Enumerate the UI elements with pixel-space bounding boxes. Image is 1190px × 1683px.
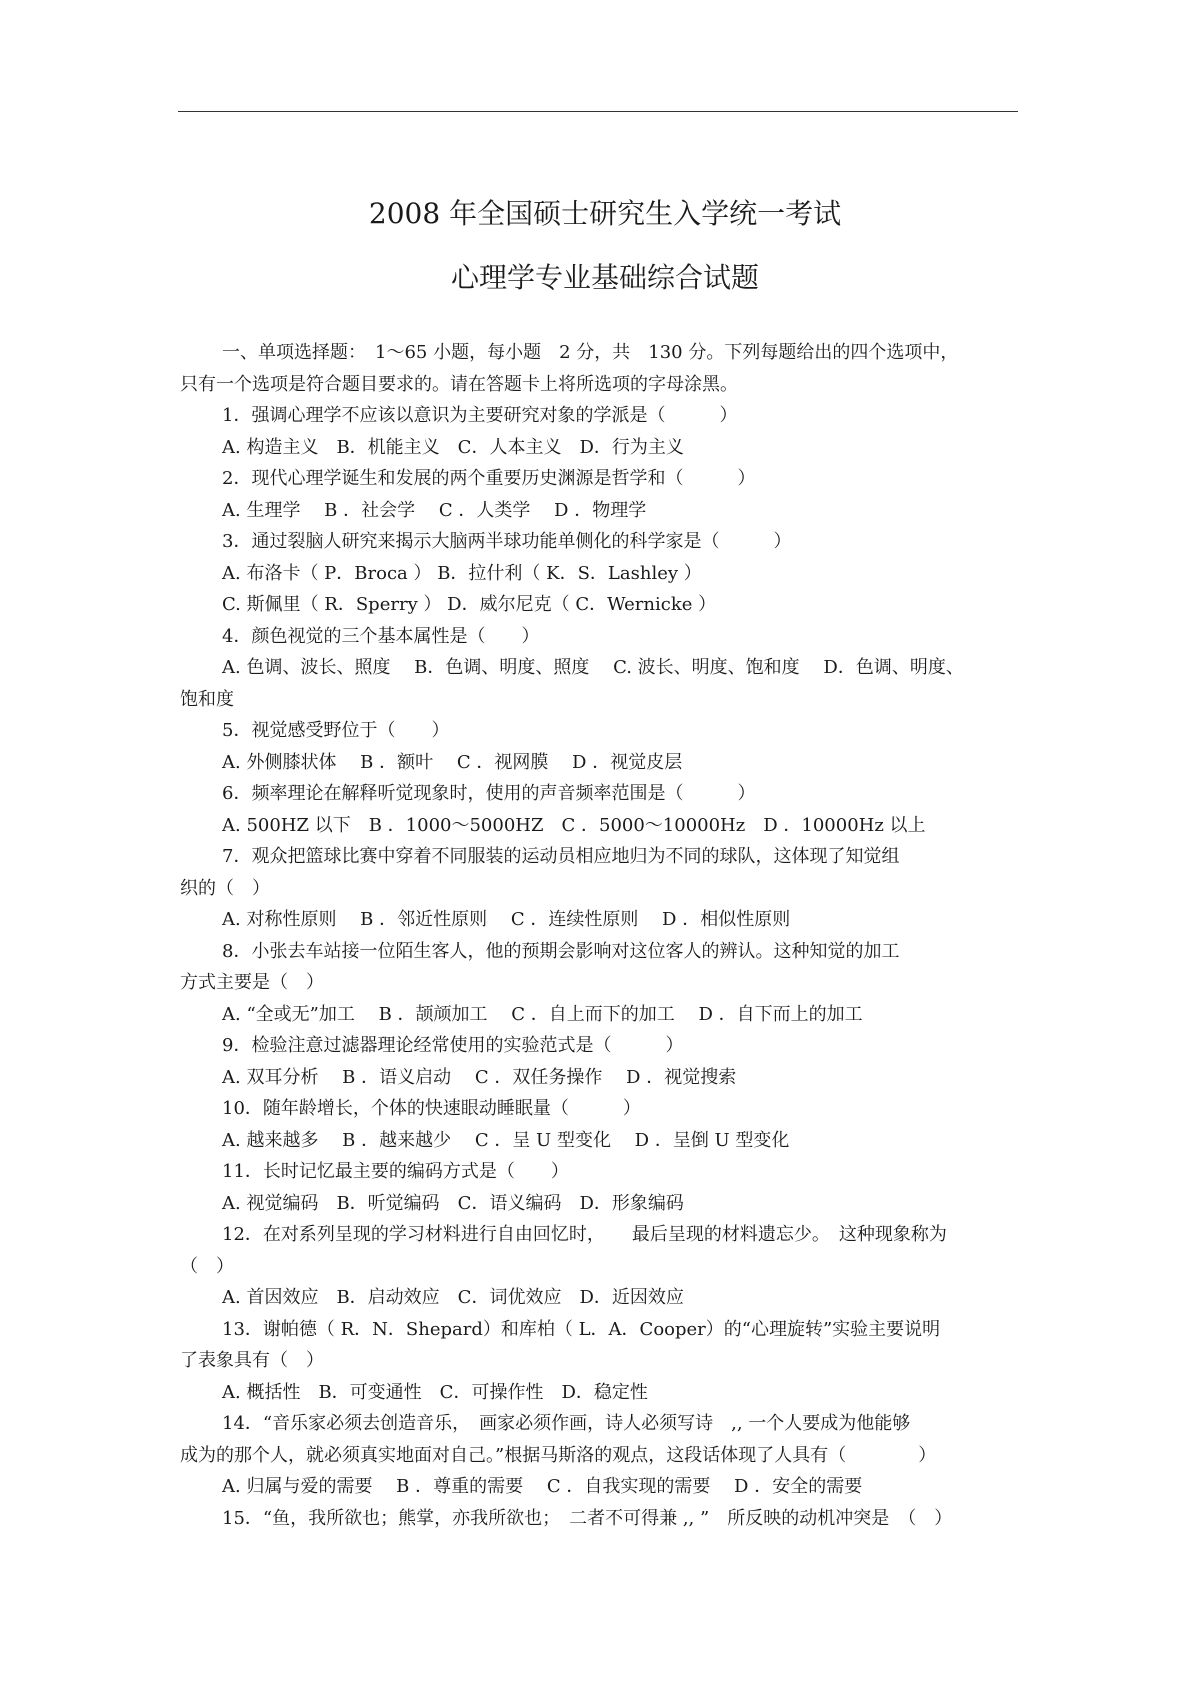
text-line: A. 对称性原则 B ．邻近性原则 C ．连续性原则 D ．相似性原则 xyxy=(222,909,791,930)
text-line: A. 归属与爱的需要 B ．尊重的需要 C ．自我实现的需要 D ．安全的需要 xyxy=(222,1476,863,1497)
text-line: 6．频率理论在解释听觉现象时，使用的声音频率范围是（ ） xyxy=(222,783,756,804)
text-line: A. 双耳分析 B ．语义启动 C ．双任务操作 D ．视觉搜索 xyxy=(222,1066,737,1088)
exam-title: 2008 年全国硕士研究生入学统一考试 xyxy=(368,197,842,230)
text-line: A. 色调、波长、照度 B．色调、明度、照度 C. 波长、明度、饱和度 D．色调、明度、 xyxy=(222,657,964,678)
text-line: 5．视觉感受野位于（ ） xyxy=(222,720,450,741)
text-line: 8．小张去车站接一位陌生客人，他的预期会影响对这位客人的辨认。这种知觉的加工 xyxy=(222,940,900,962)
text-line: 12．在对系列呈现的学习材料进行自由回忆时， 最后呈现的材料遗忘少。 这种现象称为 xyxy=(222,1224,947,1245)
text-line: 成为的那个人，就必须真实地面对自己。”根据马斯洛的观点，这段话体现了人具有（ ） xyxy=(180,1444,937,1466)
text-line: 2．现代心理学诞生和发展的两个重要历史渊源是哲学和（ ） xyxy=(222,468,756,489)
text-line: 10．随年龄增长，个体的快速眼动睡眠量（ ） xyxy=(222,1098,641,1119)
header-rule xyxy=(178,111,1018,112)
text-line: 13．谢帕德（ R．N．Shepard）和库柏（ L．A．Cooper）的“心理旋转”实验主要说明 xyxy=(222,1318,941,1340)
text-line: 一、单项选择题： 1～65 小题，每小题 2 分，共 130 分。下列每题给出的四个选项中， xyxy=(222,342,959,363)
text-line: （ ） xyxy=(180,1255,234,1277)
text-line: 织的（ ） xyxy=(180,877,270,899)
text-line: 饱和度 xyxy=(180,688,234,710)
text-line: A. “全或无”加工 B ．颉颃加工 C ．自上而下的加工 D ．自下而上的加工 xyxy=(222,1003,863,1025)
question-list xyxy=(180,337,1020,1534)
text-line: 4．颜色视觉的三个基本属性是（ ） xyxy=(222,625,540,647)
text-line: 7．观众把篮球比赛中穿着不同服装的运动员相应地归为不同的球队，这体现了知觉组 xyxy=(222,846,900,867)
text-line: 方式主要是（ ） xyxy=(180,972,324,993)
text-line: 15．“鱼，我所欲也；熊掌，亦我所欲也； 二者不可得兼 ,, ” 所反映的动机冲突是 （ ） xyxy=(222,1507,953,1529)
text-line: A. 500HZ 以下 B ．1000～5000HZ C ．5000～10000Hz D ．10000Hz 以上 xyxy=(222,814,926,836)
exam-subtitle: 心理学专业基础综合试题 xyxy=(450,261,759,294)
text-line: 11．长时记忆最主要的编码方式是（ ） xyxy=(222,1161,569,1182)
text-line: A. 构造主义 B．机能主义 C．人本主义 D．行为主义 xyxy=(222,436,684,458)
text-line: A. 越来越多 B ．越来越少 C ．呈 U 型变化 D ．呈倒 U 型变化 xyxy=(222,1129,790,1151)
text-line: A. 外侧膝状体 B ．额叶 C ．视网膜 D ．视觉皮层 xyxy=(222,751,683,773)
text-line: A. 视觉编码 B．听觉编码 C．语义编码 D．形象编码 xyxy=(222,1192,684,1214)
text-line: 3．通过裂脑人研究来揭示大脑两半球功能单侧化的科学家是（ ） xyxy=(222,531,792,552)
text-line: A. 生理学 B ．社会学 C ．人类学 D ．物理学 xyxy=(222,499,647,521)
text-line: 9．检验注意过滤器理论经常使用的实验范式是（ ） xyxy=(222,1035,684,1056)
text-line: A. 概括性 B．可变通性 C．可操作性 D．稳定性 xyxy=(222,1381,648,1403)
text-line: 14．“音乐家必须去创造音乐， 画家必须作画，诗人必须写诗 ,, 一个人要成为他能够 xyxy=(222,1413,911,1434)
text-line: A. 首因效应 B．启动效应 C．词优效应 D．近因效应 xyxy=(222,1287,684,1308)
text-line: 了表象具有（ ） xyxy=(180,1350,324,1371)
text-line: A. 布洛卡（ P．Broca ） B．拉什利（ K．S．Lashley ） xyxy=(222,562,702,584)
text-line: C. 斯佩里（ R．Sperry ） D．威尔尼克（ C．Wernicke ） xyxy=(222,594,717,615)
text-line: 1．强调心理学不应该以意识为主要研究对象的学派是（ ） xyxy=(222,405,738,426)
text-line: 只有一个选项是符合题目要求的。请在答题卡上将所选项的字母涂黑。 xyxy=(180,373,738,395)
